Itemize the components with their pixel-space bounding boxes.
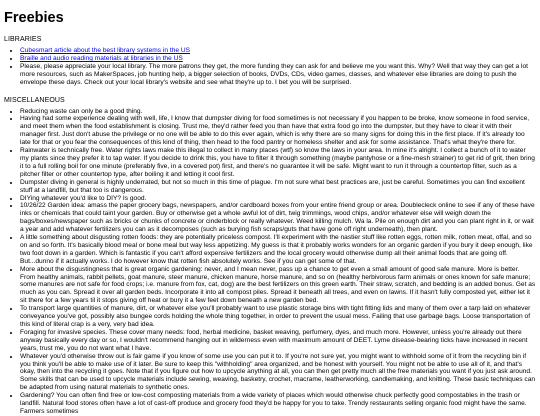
- misc-list: [4, 108, 536, 416]
- list-item: [20, 47, 536, 55]
- list-item: • A little something about disgusting rotten foods: they are potentially priceless compost. I'll experiment with the nastier stuff like rotten eggs, rotten milk, rotten meat, offal, and so on and so forth. It's basically blood meal or bone meal but way less appetizing. My guess is that it probably works wonders for an organic garden if you bury it deep enough, like two foot down in a garden. Which is fantastic if you can't afford expensive fertilizers and the local grocery would otherwise dump all their animal foods that are going off. But...dunno if it actually works. I do however know that rotten fish absolutely works. See if you can get some of that.: [20, 234, 536, 266]
- braille-audio-link[interactable]: Braille and audio reading materials at libraries in the US: [20, 54, 183, 62]
- list-item: • Whatever you'd otherwise throw out is fair game if you know of some use you can put it to. If you're not sure yet, you might want to withhold some of it from the recycling bin if you think you'll be able to make use of it later. Be sure to keep this "withholding" area organized, and be honest with yourself. You might not be able to use all of it, and that's okay, then into the recycling it goes. Note that if you figure out how to upcycle anything at all, you can then get pretty much all the free materials you want if you just ask around. Some skills that can be used to upcycle materials include sewing, weaving, basketry, crochet, macrame, leatherworking, candlemaking, and knitting. These basic techniques can be adapted from using natural materials to synthetic ones.: [20, 353, 536, 393]
- libraries-heading: LIBRARIES: [4, 36, 42, 43]
- list-item: • Having had some experience dealing with well, life, I know that dumpster diving for food sometimes is not necessary if you happen to be broke, know someone in food service, and meet them when the food establishment is closing. Trust me, they'd rather feed you than have that extra food go into the dumpster, but they have to clear it with their manager first. Just don't abuse the privilege or no one will be able to do this ever again, which is why there are so many signs for doing this in the first place. If it's already too late for that or you fear the consequences of this kind of thing, then head to the food pantry or homeless shelter and ask for some assistance. That's what they're there for.: [20, 115, 536, 147]
- list-item: • Gardening? You can often find free or low-cost composting materials from a wide variety of places which would otherwise chuck perfectly good compostables in the trash or landfill. Natural food stores often have a lot of cast-off produce and grocery food they'd be happy for you to take. Trendy restaurants selling organic food might have the same. Farmers sometimes: [20, 392, 536, 416]
- misc-heading: MISCELLANEOUS: [4, 96, 65, 104]
- list-item: • DIYing whatever you'd like to DIY? Is good.: [20, 195, 536, 203]
- list-item: • Reducing waste can only be a good thing.: [20, 108, 536, 116]
- list-item: [20, 55, 536, 63]
- page-title: Freebies: [4, 10, 64, 26]
- list-item: • Dumpster diving in general is highly underrated, but not so much in this time of plague. I'm not sure what best practices are, just be careful. Sometimes you can find excellent stuff at a landfill, but that too is dangerous.: [20, 179, 536, 195]
- libraries-list: [4, 47, 536, 87]
- list-item: • Foraging for invasive species. These cover many needs: food, herbal medicine, basket weaving, perfumery, dyes, and much more. However, unless you're already out there anyway basically every day or so, I wouldn't recommend hanging out in wilderness even with maximum amount of DEET. Lyme disease-bearing ticks have increased in recent years, trust me, you do not want what I have.: [20, 329, 536, 353]
- list-item: • More about the disgustingness that is great organic gardening: never, and I mean never, pass up a chance to get even a small amount of good safe manure. More is better. From healthy animals, rabbit pellets, goat manure, steer manure, chicken manure, horse manure, and so on (healthy herbivorous farm animals or ones known for safe manure; some manures are not safe for food crops; i.e. manure from fox, cat, dog) are the best fertilizers on this green earth. Their straw, scratch, and bedding is an added bonus. Get as much as you can. Spread it over all garden beds. Incorporate it into all compost piles. Spread it beneath all trees, and even on lawns. If it hasn't fully composted yet, either let it sit there for a few years til it stops giving off heat or bury it a few feet down beneath a new garden bed.: [20, 266, 536, 306]
- list-item: • Please, please appreciate your local library. The more patrons they get, the more funding they can ask for and believe me you want this. Why? Well that way they can get a lot more resources, such as MakerSpaces, job hunting help, a bigger selection of books, DVDs, CDs, video games, classes, and whatever else libraries are doing to push the envelope these days. Check out your local library's website and see what they're up to. I bet you will be surprised.: [20, 63, 536, 87]
- list-item: • Rainwater is technically free. Water rights laws make this illegal to collect in many places (wtf) so know the laws in your area. In mine it's alright. I collect a bunch of it to water my plants since they prefer it to tap water. If you decide to drink this, you have to filter it through something (maybe pantyhose or a fine-mesh strainer) to get rid of grit, then bring it to a full rolling boil for one minute (preferably five, in a covered pot) first, and there's no guarantee it will be safe. Might want to run it through a countertop filter, such as a pitcher filter or other countertop type, after boiling it and letting it cool first.: [20, 147, 536, 179]
- list-item: • 10/26/22 Garden idea: amass the paper grocery bags, newspapers, and/or cardboard boxes from your entire friend group or area. Doublecleck online to see if any of these have inks or chemicals that could taint your garden. Buy or otherwise get a whole awful lot of dirt, twig trimmings, wood chips, and/or whatever else will weigh down the bags/boxes/newspaper such as bricks or chunks of concrete or cinderblock or really whatever. Weed killing mulch. Wa la. Pile on enough dirt and you can plant right in it, or wait a year and add whatever fertilizers you can as it decomposes (such as burying fish scraps/guts that have gone off right underneath), then plant.: [20, 202, 536, 234]
- library-systems-link[interactable]: Cubesmart article about the best library systems in the US: [20, 47, 191, 54]
- list-item: • To transport large quantities of manure, dirt, or whatever else you'll probably want to use plastic storage bins with tight fitting lids and many of them over a tarp laid on whatever conveyance you've got, possibly also bungee cords holding the whole thing together, in order to prevent the usual mess. Failing that use garbage bags. Loose transportation of this kind of literal crap is a very, very bad idea.: [20, 305, 536, 329]
